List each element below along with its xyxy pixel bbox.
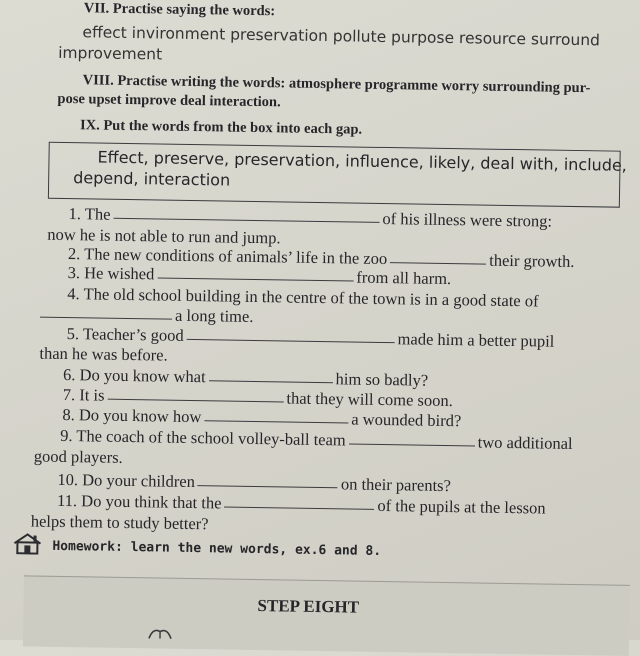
sentence-3: 3. He wished from all harm. bbox=[68, 263, 452, 289]
book-icon bbox=[147, 625, 173, 639]
gap-7 bbox=[107, 398, 283, 403]
exercise-9-heading: IX. Put the words from the box into each gap. bbox=[80, 117, 362, 138]
sentence-8: 8. Do you know how a wounded bird? bbox=[62, 405, 461, 431]
word-box bbox=[48, 142, 621, 208]
sentence-7: 7. It is that they will come soon. bbox=[63, 385, 453, 411]
gap-5 bbox=[187, 338, 395, 343]
gap-1 bbox=[113, 217, 379, 223]
sentence-9-cont: good players. bbox=[34, 447, 123, 468]
homework-text: Homework: learn the new words, ex.6 and 8. bbox=[52, 539, 381, 559]
gap-6 bbox=[209, 379, 333, 383]
word-box-line-1: Effect, preserve, preservation, influence, likely, deal with, include, bbox=[97, 147, 627, 174]
gap-4 bbox=[40, 316, 172, 320]
exercise-7-words: effect invironment preservation pollute purpose resource surround bbox=[82, 23, 600, 49]
gap-8 bbox=[204, 419, 348, 423]
sentence-2: 2. The new conditions of animals’ life in the zoo their growth. bbox=[68, 244, 575, 272]
sentence-11-cont: helps them to study better? bbox=[31, 511, 209, 534]
sentence-6: 6. Do you know what him so badly? bbox=[63, 365, 428, 391]
gap-9 bbox=[349, 442, 475, 446]
sentence-5: 5. Teacher’s good made him a better pupil bbox=[67, 324, 555, 352]
exercise-8-heading: VIII. Practise writing the words: atmosphere programme worry surrounding pur- bbox=[83, 72, 591, 97]
exercise-8-heading-cont: pose upset improve deal interaction. bbox=[57, 91, 281, 112]
sentence-4: 4. The old school building in the centre of the town is in a good state of bbox=[67, 284, 538, 311]
sentence-1-cont: now he is not able to run and jump. bbox=[47, 225, 281, 249]
exercise-7-words-cont: improvement bbox=[58, 44, 162, 64]
step-title: STEP EIGHT bbox=[257, 596, 359, 618]
sentence-9: 9. The coach of the school volley-ball team two additional bbox=[60, 426, 573, 454]
gap-11 bbox=[224, 506, 374, 510]
gap-10 bbox=[198, 484, 338, 488]
gap-2 bbox=[390, 261, 486, 265]
word-box-line-2: depend, interaction bbox=[73, 168, 230, 189]
sentence-5-cont: than he was before. bbox=[39, 344, 168, 366]
sentence-1: 1. The of his illness were strong: bbox=[68, 204, 552, 232]
house-icon bbox=[12, 532, 42, 554]
sentence-11: 11. Do you think that the of the pupils at the lesson bbox=[57, 491, 546, 519]
sentence-10: 10. Do your children on their parents? bbox=[57, 470, 451, 496]
sentence-4-cont: a long time. bbox=[40, 304, 254, 327]
gap-3 bbox=[157, 276, 353, 281]
exercise-7-heading: VII. Practise saying the words: bbox=[84, 0, 276, 20]
